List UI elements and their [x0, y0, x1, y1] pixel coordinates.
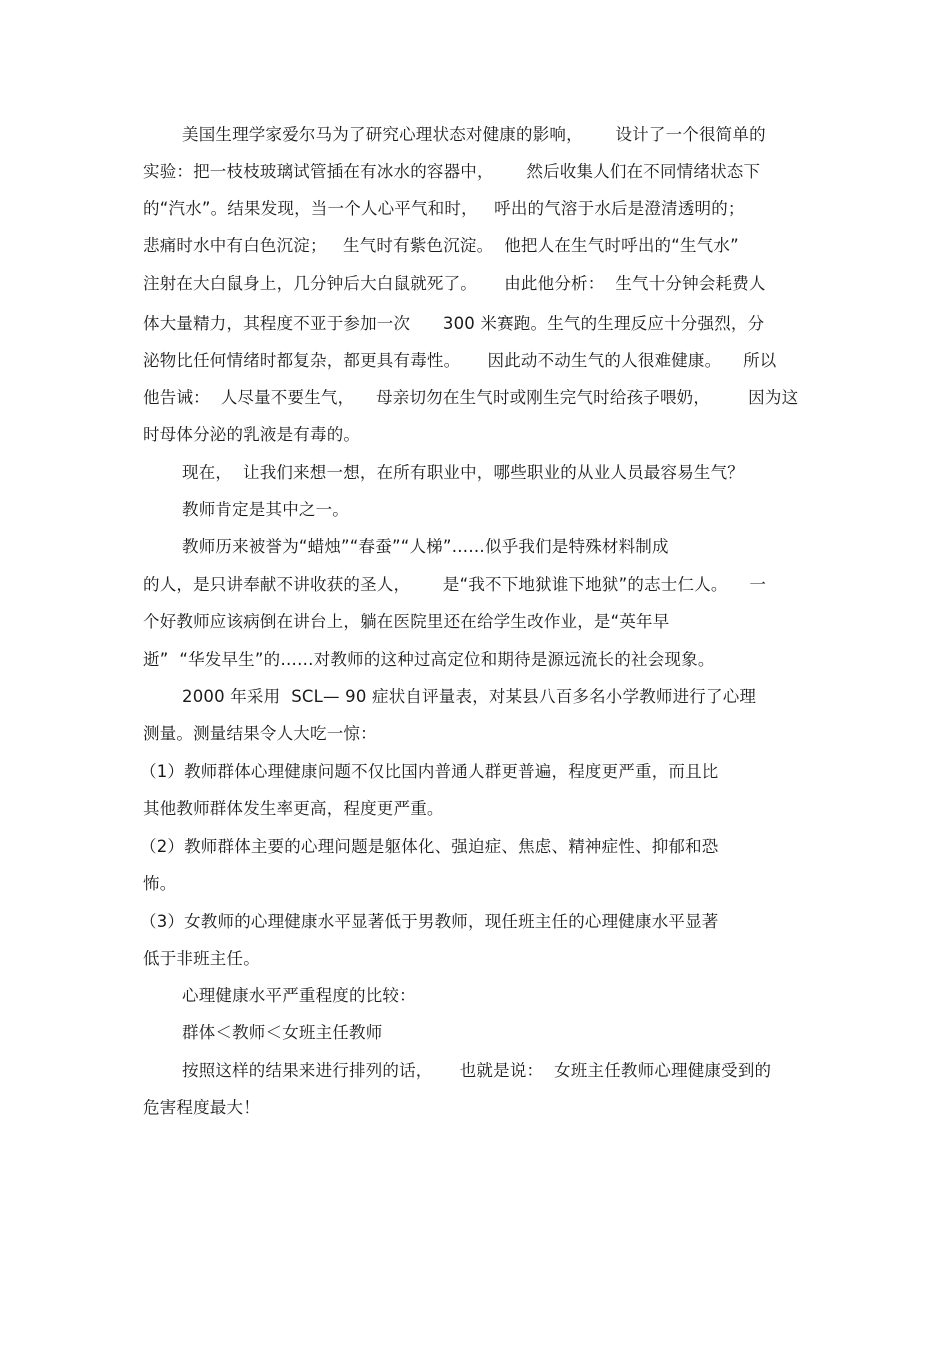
- text-line: 体大量精力，其程度不亚于参加一次 300 米赛跑。生气的生理反应十分强烈，分: [143, 314, 765, 333]
- list-item-line: （3）女教师的心理健康水平显著低于男教师，现任班主任的心理健康水平显著: [140, 912, 719, 931]
- text-line: 教师肯定是其中之一。: [182, 500, 349, 519]
- text-line: 怖。: [143, 874, 177, 893]
- text-line: 实验：把一枝枝玻璃试管插在有冰水的容器中， 然后收集人们在不同情绪状态下: [143, 162, 761, 181]
- text-line: 注射在大白鼠身上，几分钟后大白鼠就死了。 由此他分析： 生气十分钟会耗费人: [143, 274, 766, 293]
- text-line: 逝” “华发早生”的……对教师的这种过高定位和期待是源远流长的社会现象。: [143, 650, 715, 669]
- text-line: 群体＜教师＜女班主任教师: [182, 1023, 383, 1042]
- text-line: 悲痛时水中有白色沉淀； 生气时有紫色沉淀。 他把人在生气时呼出的“生气水”: [143, 236, 739, 255]
- text-line: 个好教师应该病倒在讲台上，躺在医院里还在给学生改作业，是“英年早: [143, 612, 670, 631]
- text-line: 美国生理学家爱尔马为了研究心理状态对健康的影响， 设计了一个很简单的: [182, 125, 766, 144]
- text-line: 2000 年采用 SCL— 90 症状自评量表，对某县八百多名小学教师进行了心理: [182, 687, 757, 706]
- text-line: 现在， 让我们来想一想，在所有职业中，哪些职业的从业人员最容易生气？: [182, 463, 744, 482]
- text-line: 按照这样的结果来进行排列的话， 也就是说： 女班主任教师心理健康受到的: [182, 1061, 772, 1080]
- text-line: 他告诫： 人尽量不要生气， 母亲切勿在生气时或刚生完气时给孩子喂奶， 因为这: [143, 388, 799, 407]
- text-line: 泌物比任何情绪时都复杂，都更具有毒性。 因此动不动生气的人很难健康。 所以: [143, 351, 777, 370]
- list-item-line: （1）教师群体心理健康问题不仅比国内普通人群更普遍，程度更严重，而且比: [140, 762, 719, 781]
- text-line: 时母体分泌的乳液是有毒的。: [143, 425, 361, 444]
- text-line: 其他教师群体发生率更高，程度更严重。: [143, 799, 444, 818]
- text-line: 的“汽水”。结果发现，当一个人心平气和时， 呼出的气溶于水后是澄清透明的；: [143, 199, 745, 218]
- text-line: 心理健康水平严重程度的比较：: [182, 986, 416, 1005]
- text-line: 的人，是只讲奉献不讲收获的圣人， 是“我不下地狱谁下地狱”的志士仁人。 一: [143, 575, 767, 594]
- text-line: 危害程度最大！: [143, 1098, 260, 1117]
- text-line: 测量。测量结果令人大吃一惊：: [143, 724, 377, 743]
- list-item-line: （2）教师群体主要的心理问题是躯体化、强迫症、焦虑、精神症性、抑郁和恐: [140, 837, 719, 856]
- text-line: 低于非班主任。: [143, 949, 260, 968]
- text-line: 教师历来被誉为“蜡烛”“春蚕”“人梯”……似乎我们是特殊材料制成: [182, 537, 669, 556]
